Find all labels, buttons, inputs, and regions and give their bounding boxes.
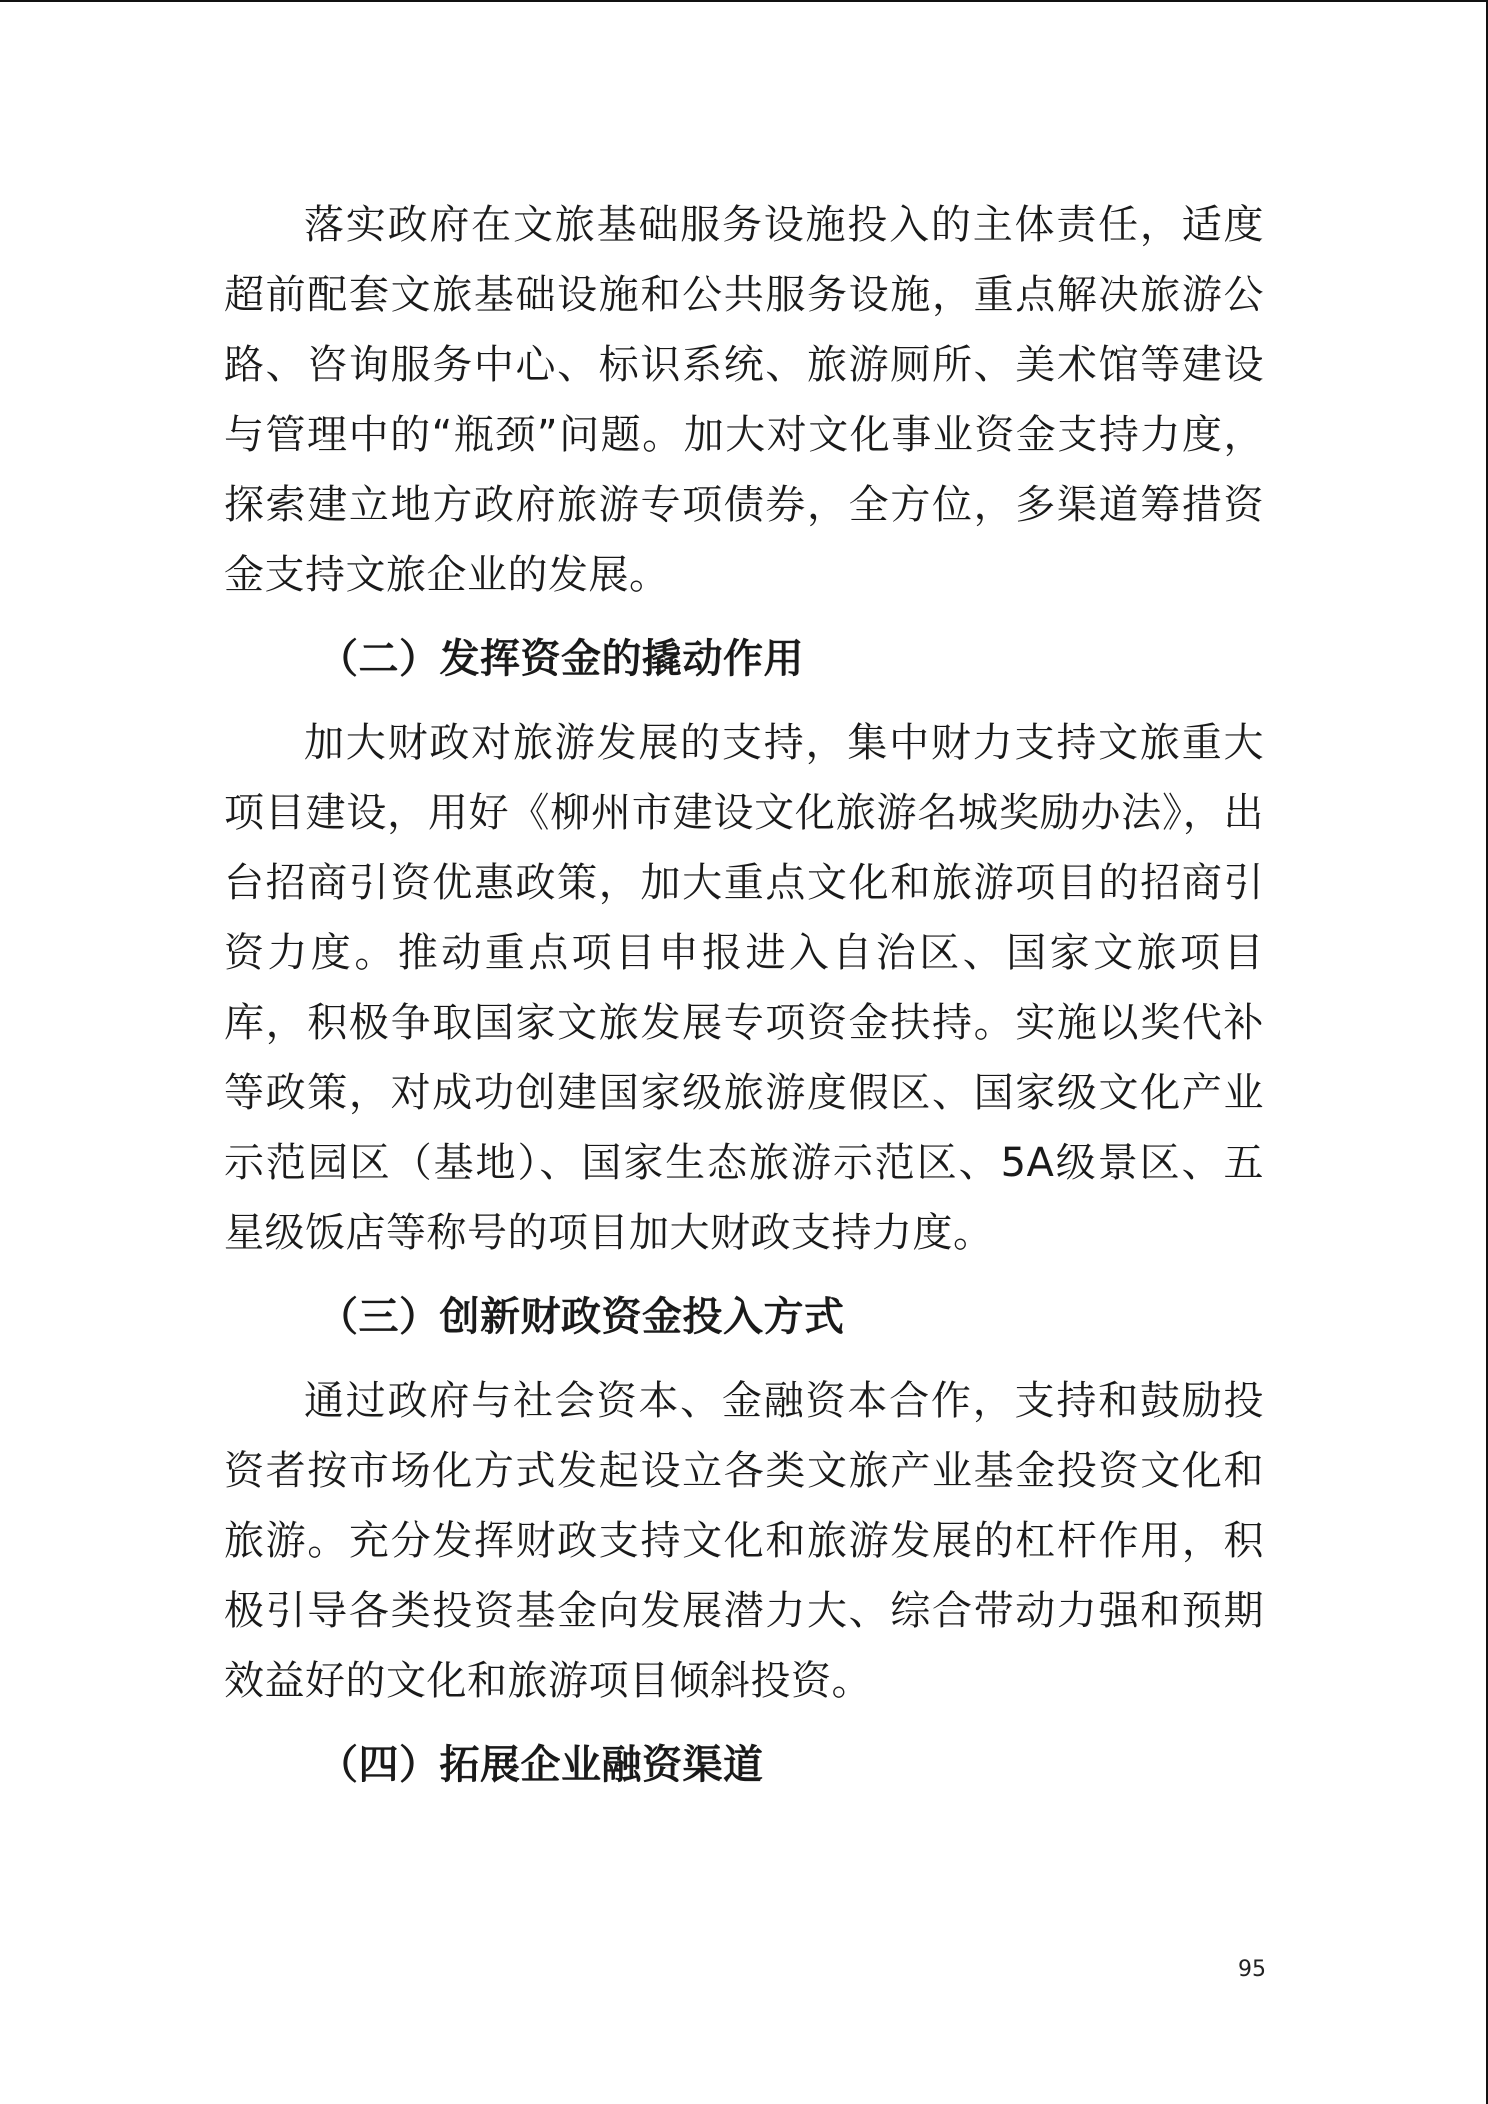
section-heading: （三）创新财政资金投入方式 (318, 1294, 845, 1340)
section-heading: （四）拓展企业融资渠道 (318, 1742, 764, 1788)
page-number: 95 (1238, 1957, 1266, 1982)
body-paragraph: 落实政府在文旅基础服务设施投入的主体责任，适度超前配套文旅基础设施和公共服务设施，重点解决旅游公路、咨询服务中心、标识系统、旅游厕所、美术馆等建设与管理中的“瓶颈”问题。加大对文化事业资金支持力度，探索建立地方政府旅游专项债券，全方位，多渠道筹措资金支持文旅企业的发展。 (224, 202, 1264, 598)
section-heading: （二）发挥资金的撬动作用 (318, 636, 804, 682)
body-paragraph: 加大财政对旅游发展的支持，集中财力支持文旅重大项目建设，用好《柳州市建设文化旅游名城奖励办法》，出台招商引资优惠政策，加大重点文化和旅游项目的招商引资力度。推动重点项目申报进入自治区、国家文旅项目库，积极争取国家文旅发展专项资金扶持。实施以奖代补等政策，对成功创建国家级旅游度假区、国家级文化产业示范园区（基地）、国家生态旅游示范区、5A级景区、五星级饭店等称号的项目加大财政支持力度。 (224, 720, 1264, 1256)
body-paragraph: 通过政府与社会资本、金融资本合作，支持和鼓励投资者按市场化方式发起设立各类文旅产业基金投资文化和旅游。充分发挥财政支持文化和旅游发展的杠杆作用，积极引导各类投资基金向发展潜力大、综合带动力强和预期效益好的文化和旅游项目倾斜投资。 (224, 1378, 1264, 1704)
page-content (224, 190, 1264, 1800)
